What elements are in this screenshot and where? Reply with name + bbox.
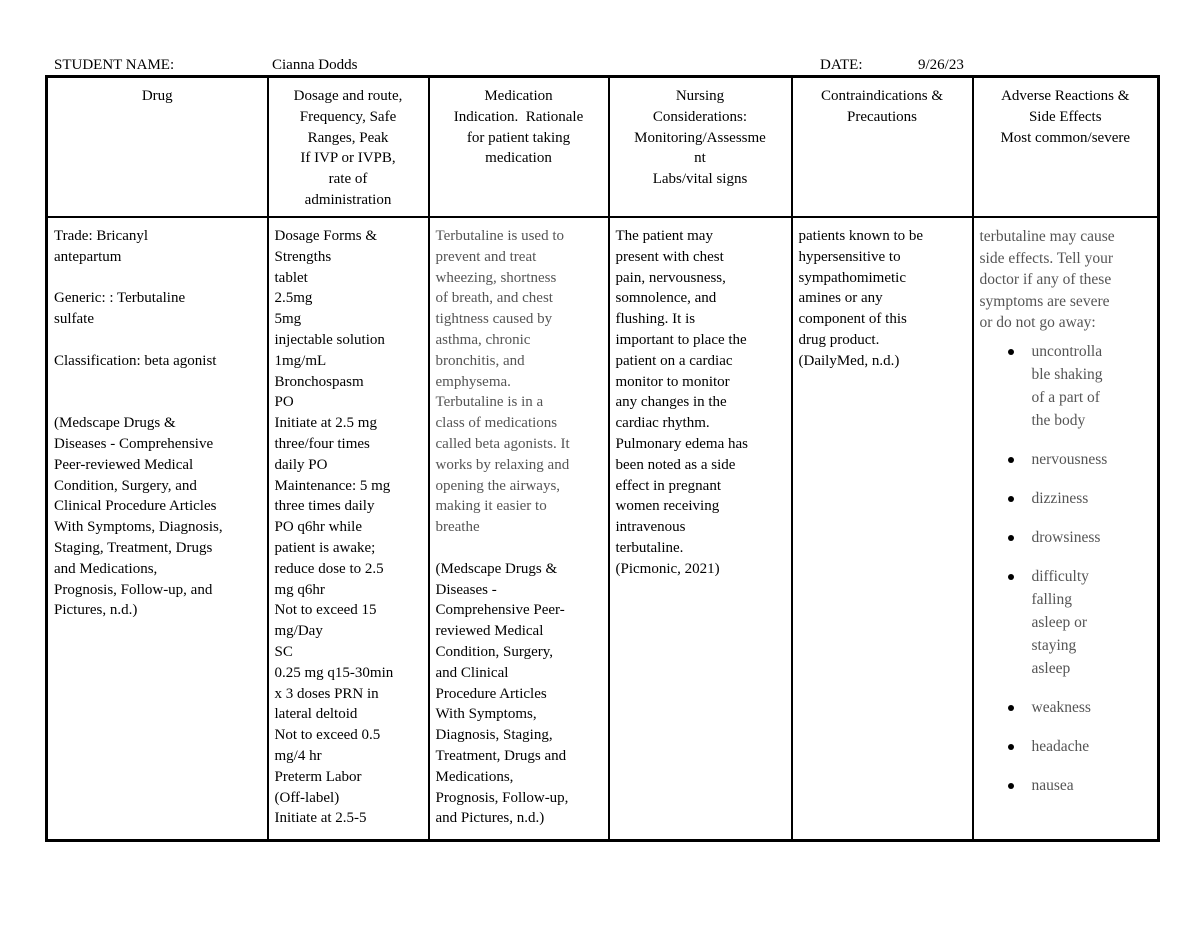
text-line: for patient taking xyxy=(466,129,571,146)
text-line: patient on a cardiac xyxy=(615,352,733,369)
text-line: and Medications, xyxy=(54,560,158,577)
text-line: antepartum xyxy=(54,248,122,265)
side-effect-line: the body xyxy=(1031,411,1086,429)
text-line: Most common/severe xyxy=(1000,129,1131,146)
col-header-drug xyxy=(47,77,268,218)
indication-text xyxy=(436,226,602,538)
text-line: patients known to be xyxy=(798,228,924,244)
text-line: Maintenance: 5 mg xyxy=(274,477,391,494)
text-line: Pictures, n.d.) xyxy=(54,602,138,619)
text-line: class of medications xyxy=(435,415,558,432)
side-effect-line: nervousness xyxy=(1031,450,1108,468)
text-line: Labs/vital signs xyxy=(652,171,748,188)
text-line: making it easier to xyxy=(435,498,547,515)
text-line: 0.25 mg q15-30min xyxy=(274,664,394,681)
student-name-label: STUDENT NAME: xyxy=(54,57,175,73)
text-line: Generic: : Terbutaline xyxy=(54,290,186,307)
text-line: Prognosis, Follow-up, and xyxy=(54,581,213,598)
text-line: Medication xyxy=(484,88,553,104)
text-line: or do not go away: xyxy=(979,314,1096,331)
text-line: PO xyxy=(274,394,294,411)
text-line: rate of xyxy=(328,171,368,188)
side-effect-line: uncontrolla xyxy=(1031,342,1103,360)
text-line: mg/Day xyxy=(274,623,323,640)
side-effect-line: headache xyxy=(1031,737,1090,755)
text-line: (Picmonic, 2021) xyxy=(615,560,720,577)
list-item xyxy=(1032,696,1152,719)
student-name-value: Cianna Dodds xyxy=(272,57,358,73)
cell-adverse xyxy=(973,217,1159,841)
cell-nursing xyxy=(609,217,792,841)
text-line: Terbutaline is used to xyxy=(435,228,565,244)
text-line: Classification: beta agonist xyxy=(54,352,217,369)
cell-drug xyxy=(47,217,268,841)
date-value: 9/26/23 xyxy=(918,57,964,73)
text-line: three/four times xyxy=(274,435,370,452)
text-line: Initiate at 2.5-5 xyxy=(274,810,367,827)
header-row xyxy=(47,77,1159,218)
text-line: Dosage Forms & xyxy=(274,228,377,244)
text-line: cardiac rhythm. xyxy=(615,415,710,432)
side-effect-line: weakness xyxy=(1031,698,1091,716)
text-line: prevent and treat xyxy=(435,248,537,265)
text-line: Condition, Surgery, xyxy=(435,643,554,660)
text-line: Pulmonary edema has xyxy=(615,435,748,452)
text-line: and Clinical xyxy=(435,664,509,681)
list-item xyxy=(1032,565,1152,680)
text-line: terbutaline. xyxy=(615,539,684,556)
text-line: sulfate xyxy=(54,311,94,328)
text-line: If IVP or IVPB, xyxy=(300,150,396,167)
text-line: Medications, xyxy=(435,768,514,785)
text-line: effect in pregnant xyxy=(615,477,722,494)
list-item xyxy=(1032,735,1152,758)
text-line: somnolence, and xyxy=(615,290,717,307)
text-line: sympathomimetic xyxy=(798,269,906,286)
text-line: amines or any xyxy=(798,290,883,307)
text-line: any changes in the xyxy=(615,394,727,411)
list-item xyxy=(1032,340,1152,432)
contra-text xyxy=(799,226,966,372)
text-line: (Medscape Drugs & xyxy=(435,560,558,577)
text-line: wheezing, shortness xyxy=(435,269,557,286)
text-line: Monitoring/Assessme xyxy=(634,129,766,146)
text-line: present with chest xyxy=(615,248,724,265)
indication-source xyxy=(436,559,602,829)
text-line: Preterm Labor xyxy=(274,768,362,785)
text-line: works by relaxing and xyxy=(435,456,570,473)
text-line: been noted as a side xyxy=(615,456,736,473)
side-effects-list xyxy=(980,340,1152,797)
list-item xyxy=(1032,526,1152,549)
text-line: SC xyxy=(274,643,293,660)
text-line: hypersensitive to xyxy=(798,248,901,265)
text-line: Clinical Procedure Articles xyxy=(54,498,217,515)
text-line: opening the airways, xyxy=(435,477,561,494)
generic-name xyxy=(54,288,261,330)
text-line: asthma, chronic xyxy=(435,331,531,348)
text-line: Strengths xyxy=(274,248,332,265)
text-line: 2.5mg xyxy=(274,290,313,307)
text-line: PO q6hr while xyxy=(274,519,362,536)
side-effect-line: falling xyxy=(1031,590,1072,608)
text-line: component of this xyxy=(798,311,907,328)
text-line: monitor to monitor xyxy=(615,373,730,390)
text-line: and Pictures, n.d.) xyxy=(435,810,545,827)
text-line: of breath, and chest xyxy=(435,290,553,307)
table-row xyxy=(47,217,1159,841)
text-line: Procedure Articles xyxy=(435,685,547,702)
text-line: Treatment, Drugs and xyxy=(435,747,567,764)
text-line: reviewed Medical xyxy=(435,623,544,640)
text-line: (Off-label) xyxy=(274,789,340,806)
list-item xyxy=(1032,774,1152,797)
text-line: Indication. Rationale xyxy=(453,108,584,125)
text-line: With Symptoms, xyxy=(435,706,537,723)
text-line: reduce dose to 2.5 xyxy=(274,560,384,577)
list-item xyxy=(1032,487,1152,510)
text-line: 5mg xyxy=(274,311,302,328)
side-effect-line: of a part of xyxy=(1031,388,1100,406)
text-line: lateral deltoid xyxy=(274,706,358,723)
text-line: daily PO xyxy=(274,456,328,473)
text-line: With Symptoms, Diagnosis, xyxy=(54,519,223,536)
text-line: Diseases - Comprehensive xyxy=(54,435,214,452)
col-header-contraindications xyxy=(792,77,973,218)
text-line: Dosage and route, xyxy=(293,88,403,104)
text-line: Not to exceed 15 xyxy=(274,602,377,619)
text-line: Considerations: xyxy=(652,108,748,125)
text-line: Condition, Surgery, and xyxy=(54,477,197,494)
text-line: Ranges, Peak xyxy=(307,129,389,146)
text-line: The patient may xyxy=(615,228,713,244)
text-line: Diseases - xyxy=(435,581,497,598)
text-line: (Medscape Drugs & xyxy=(54,415,176,432)
text-line: terbutaline may cause xyxy=(979,228,1115,245)
text-line: three times daily xyxy=(274,498,375,515)
text-line: Bronchospasm xyxy=(274,373,364,390)
dosage-text xyxy=(275,226,422,829)
drug-card-table xyxy=(45,75,1160,842)
text-line: 1mg/mL xyxy=(274,352,327,369)
side-effect-line: ble shaking xyxy=(1031,365,1103,383)
text-line: called beta agonists. It xyxy=(435,435,570,452)
text-line: doctor if any of these xyxy=(979,271,1112,288)
text-line: Prognosis, Follow-up, xyxy=(435,789,569,806)
text-line: Peer-reviewed Medical xyxy=(54,456,194,473)
text-line: flushing. It is xyxy=(615,311,696,328)
text-line: Terbutaline is in a xyxy=(435,394,544,411)
cell-contraindications xyxy=(792,217,973,841)
col-header-dosage xyxy=(268,77,429,218)
text-line: Drug xyxy=(141,88,173,104)
side-effect-line: asleep xyxy=(1031,659,1071,677)
col-header-indication xyxy=(429,77,609,218)
document-header xyxy=(54,57,974,77)
text-line: Initiate at 2.5 mg xyxy=(274,415,377,432)
list-item xyxy=(1032,448,1152,471)
side-effect-line: difficulty xyxy=(1031,567,1089,585)
side-effect-line: asleep or xyxy=(1031,613,1088,631)
text-line: Nursing xyxy=(675,88,725,104)
side-effect-line: staying xyxy=(1031,636,1077,654)
text-line: side effects. Tell your xyxy=(979,249,1113,267)
text-line: injectable solution xyxy=(274,331,385,348)
drug-source xyxy=(54,413,261,621)
adverse-intro xyxy=(980,226,1152,334)
text-line: Not to exceed 0.5 xyxy=(274,727,381,744)
text-line: Frequency, Safe xyxy=(299,108,397,125)
text-line: bronchitis, and xyxy=(435,352,525,369)
text-line: x 3 doses PRN in xyxy=(274,685,379,702)
text-line: administration xyxy=(304,191,392,208)
text-line: Trade: Bricanyl xyxy=(54,228,149,244)
text-line: Diagnosis, Staging, xyxy=(435,727,553,744)
side-effect-line: nausea xyxy=(1031,776,1074,794)
text-line: (DailyMed, n.d.) xyxy=(798,352,900,369)
text-line: emphysema. xyxy=(435,373,511,390)
text-line: women receiving xyxy=(615,498,720,515)
text-line: patient is awake; xyxy=(274,539,376,556)
nursing-text xyxy=(616,226,785,580)
text-line: Precautions xyxy=(847,108,917,125)
cell-indication xyxy=(429,217,609,841)
text-line: important to place the xyxy=(615,331,747,348)
text-line: mg q6hr xyxy=(274,581,325,598)
date-label: DATE: xyxy=(820,57,863,73)
text-line: medication xyxy=(485,150,552,167)
col-header-nursing xyxy=(609,77,792,218)
text-line: drug product. xyxy=(798,331,880,348)
text-line: mg/4 hr xyxy=(274,747,322,764)
text-line: intravenous xyxy=(615,519,686,536)
text-line: tablet xyxy=(274,269,308,286)
text-line: Adverse Reactions & xyxy=(1001,88,1130,104)
cell-dosage xyxy=(268,217,429,841)
trade-name xyxy=(54,226,261,268)
text-line: tightness caused by xyxy=(435,311,553,328)
text-line: Side Effects xyxy=(1028,108,1102,125)
classification xyxy=(54,351,261,372)
text-line: Staging, Treatment, Drugs xyxy=(54,539,213,556)
side-effect-line: drowsiness xyxy=(1031,528,1101,546)
text-line: nt xyxy=(694,150,706,167)
text-line: symptoms are severe xyxy=(979,292,1110,310)
col-header-adverse xyxy=(973,77,1159,218)
text-line: Comprehensive Peer- xyxy=(435,602,565,619)
side-effect-line: dizziness xyxy=(1031,489,1089,507)
text-line: Contraindications & xyxy=(820,88,944,104)
text-line: breathe xyxy=(435,519,480,536)
text-line: pain, nervousness, xyxy=(615,269,726,286)
